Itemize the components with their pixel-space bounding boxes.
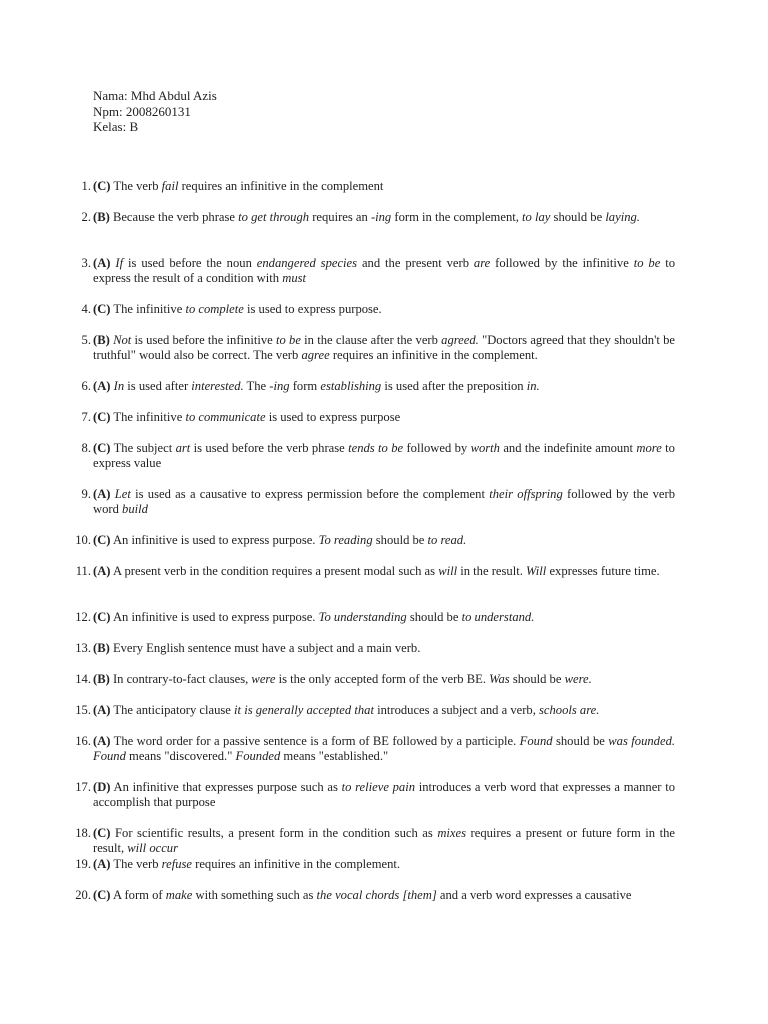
explanation-text: "Doctors agreed that they shouldn't be truthful" would also be correct. The verb	[93, 333, 675, 363]
italic-term: Was	[489, 672, 510, 686]
explanation-text: A form of	[110, 888, 166, 902]
answer-number: 5.	[81, 333, 91, 347]
answer-key: (B)	[93, 210, 110, 224]
explanation-text: and the present verb	[357, 256, 474, 270]
answer-item	[63, 302, 675, 317]
explanation-text: Because the verb phrase	[109, 210, 239, 224]
answer-key: (A)	[93, 256, 111, 270]
answer-key: (A)	[93, 379, 111, 393]
explanation-text: and a verb word expresses a causative	[436, 888, 632, 902]
explanation-text: introduces a subject and a verb,	[373, 703, 539, 717]
explanation-text: should be	[550, 210, 606, 224]
explanation-text: is used after	[124, 379, 192, 393]
italic-term: To reading	[318, 533, 373, 547]
answer-key: (C)	[93, 179, 111, 193]
explanation-text: to express the result of a condition with	[93, 256, 676, 286]
answer-item	[63, 780, 675, 810]
explanation-text: requires an infinitive in the complement	[178, 179, 384, 193]
answer-item	[63, 533, 675, 548]
answer-item	[63, 487, 675, 517]
student-npm: Npm: 2008260131	[93, 103, 191, 119]
italic-term: to relieve pain	[341, 780, 416, 794]
answer-number: 15.	[75, 703, 91, 717]
italic-term: it is generally accepted that	[234, 703, 374, 717]
answer-text	[93, 888, 632, 902]
italic-term: will occur	[127, 841, 179, 856]
explanation-text: is the only accepted form of the verb BE.	[275, 672, 490, 686]
italic-term: worth	[470, 441, 500, 455]
italic-term: Founded	[235, 749, 281, 764]
italic-term: to read.	[427, 533, 467, 547]
answer-number: 10.	[75, 533, 91, 547]
answer-text	[93, 379, 540, 393]
explanation-text: means "established."	[280, 749, 389, 764]
explanation-text: should be	[552, 734, 609, 748]
explanation-text: The -	[243, 379, 274, 393]
answer-number: 2.	[81, 210, 91, 224]
answer-key: (C)	[93, 826, 111, 840]
answer-key: (D)	[93, 780, 111, 794]
answer-number: 13.	[75, 641, 91, 655]
explanation-text: An infinitive is used to express purpose.	[110, 533, 319, 547]
answer-item	[63, 610, 675, 625]
answer-key: (A)	[93, 564, 111, 578]
answer-item	[63, 564, 675, 579]
italic-term: must	[282, 271, 307, 286]
italic-term: interested.	[191, 379, 244, 393]
explanation-text: expresses future time.	[546, 564, 660, 578]
answer-text	[93, 672, 592, 686]
answer-key: (B)	[93, 672, 110, 686]
italic-term: to lay	[522, 210, 551, 224]
answer-text	[93, 703, 599, 717]
explanation-text: form	[289, 379, 321, 393]
answer-item	[63, 379, 675, 394]
answer-key: (C)	[93, 888, 111, 902]
italic-term: are	[473, 256, 491, 270]
answer-item	[63, 857, 675, 872]
answer-number: 1.	[81, 179, 91, 193]
answer-number: 8.	[81, 441, 91, 455]
explanation-text: An infinitive is used to express purpose.	[110, 610, 319, 624]
explanation-text: should be	[372, 533, 428, 547]
explanation-text: Every English sentence must have a subject and a main verb.	[109, 641, 421, 655]
italic-term: endangered species	[256, 256, 358, 270]
answer-text	[93, 641, 420, 655]
explanation-text: with something such as	[192, 888, 317, 902]
answer-text	[93, 256, 675, 285]
answer-text	[93, 734, 675, 763]
answer-number: 4.	[81, 302, 91, 316]
answer-text	[93, 487, 675, 516]
explanation-text: An infinitive that expresses purpose such as	[110, 780, 342, 794]
explanation-text: The verb	[110, 179, 162, 193]
answer-text	[93, 179, 383, 193]
answer-text	[93, 564, 660, 578]
explanation-text: is used before the verb phrase	[190, 441, 349, 455]
answer-item	[63, 734, 675, 764]
answer-text	[93, 210, 640, 224]
italic-term: fail	[161, 179, 179, 193]
italic-term: in.	[526, 379, 540, 393]
answer-item	[63, 333, 675, 363]
italic-term: to be	[633, 256, 661, 270]
italic-term: tends to be	[348, 441, 404, 455]
italic-term: establishing	[320, 379, 382, 393]
italic-term: Found	[519, 734, 553, 748]
italic-term: mixes	[437, 826, 466, 840]
explanation-text: The anticipatory clause	[110, 703, 235, 717]
explanation-text: followed by the verb word	[93, 487, 676, 517]
answer-key: (B)	[93, 333, 110, 347]
explanation-text: is used before the infinitive	[131, 333, 276, 347]
answer-item	[63, 256, 675, 286]
answer-text	[93, 857, 400, 871]
answer-text	[93, 610, 534, 624]
italic-term: to be	[275, 333, 301, 347]
answer-text	[93, 533, 466, 547]
italic-term: schools are.	[539, 703, 600, 717]
explanation-text: The infinitive	[110, 302, 186, 316]
italic-term: art	[175, 441, 191, 455]
answer-item	[63, 703, 675, 718]
answer-number: 14.	[75, 672, 91, 686]
explanation-text: should be	[406, 610, 462, 624]
answer-item	[63, 641, 675, 656]
italic-term: the vocal chords [them]	[316, 888, 437, 902]
answer-text	[93, 410, 400, 424]
answer-key: (C)	[93, 533, 111, 547]
explanation-text: In contrary-to-fact clauses,	[109, 672, 252, 686]
answer-number: 3.	[81, 256, 91, 270]
explanation-text: requires an infinitive in the complement.	[329, 348, 538, 363]
explanation-text: For scientific results, a present form in the condition such as	[110, 826, 438, 840]
explanation-text: in the clause after the verb	[300, 333, 442, 347]
student-class: Kelas: B	[93, 119, 139, 134]
explanation-text: The subject	[110, 441, 176, 455]
answer-key: (A)	[93, 487, 111, 501]
answer-number: 9.	[81, 487, 91, 501]
explanation-text: means "discovered."	[125, 749, 236, 764]
italic-term: agree	[301, 348, 330, 363]
explanation-text: A present verb in the condition requires a present modal such as	[110, 564, 439, 578]
answer-key: (B)	[93, 641, 110, 655]
explanation-text: The infinitive	[110, 410, 186, 424]
answer-number: 11.	[75, 564, 91, 578]
answer-item	[63, 210, 675, 225]
answer-text	[93, 826, 675, 855]
explanation-text: The verb	[110, 857, 162, 871]
italic-term: To understanding	[318, 610, 407, 624]
italic-term: to complete	[185, 302, 244, 316]
answer-number: 7.	[81, 410, 91, 424]
italic-term: agreed.	[441, 333, 479, 347]
explanation-text: is used to express purpose.	[243, 302, 382, 316]
italic-term: will	[438, 564, 458, 578]
answer-item	[63, 179, 675, 194]
italic-term: Will	[526, 564, 547, 578]
explanation-text: requires a present or future form in the result,	[93, 826, 675, 856]
explanation-text: followed by the infinitive	[490, 256, 634, 270]
explanation-text: and the indefinite amount	[499, 441, 637, 455]
explanation-text: is used to express purpose	[265, 410, 401, 424]
italic-term: Not	[113, 333, 132, 347]
student-name: Nama: Mhd Abdul Azis	[93, 88, 217, 103]
answer-number: 18.	[75, 826, 91, 840]
explanation-text: is used as a causative to express permission before the complement	[130, 487, 490, 501]
answer-text	[93, 333, 675, 362]
explanation-text: should be	[509, 672, 565, 686]
italic-term: make	[165, 888, 193, 902]
italic-term: to communicate	[185, 410, 266, 424]
answer-text	[93, 780, 675, 809]
italic-term: ing	[375, 210, 392, 224]
answer-item	[63, 888, 675, 903]
italic-term: refuse	[161, 857, 192, 871]
explanation-text: requires an infinitive in the complement.	[191, 857, 401, 871]
answer-number: 19.	[75, 857, 91, 871]
explanation-text: in the result.	[457, 564, 526, 578]
answer-key: (A)	[93, 857, 111, 871]
italic-term: build	[122, 502, 148, 517]
italic-term: In	[113, 379, 125, 393]
italic-term: to understand.	[461, 610, 535, 624]
answer-number: 20.	[75, 888, 91, 902]
explanation-text: The word order for a passive sentence is a form of BE followed by a participle.	[110, 734, 520, 748]
explanation-text: introduces a verb word that expresses a manner to accomplish that purpose	[93, 780, 675, 810]
answer-key: (C)	[93, 441, 111, 455]
answer-key: (C)	[93, 302, 111, 316]
answer-item	[63, 441, 675, 471]
answer-key: (A)	[93, 734, 111, 748]
explanation-text: to express value	[93, 441, 675, 471]
student-header	[93, 88, 217, 135]
explanation-text: is used after the preposition	[381, 379, 527, 393]
answer-number: 16.	[75, 734, 91, 748]
explanation-text: is used before the noun	[123, 256, 257, 270]
answer-key: (C)	[93, 410, 111, 424]
italic-term: were.	[564, 672, 592, 686]
answer-item	[63, 672, 675, 687]
italic-term: were	[251, 672, 276, 686]
italic-term: to get through	[238, 210, 310, 224]
answer-number: 17.	[75, 780, 91, 794]
italic-term: ing	[273, 379, 290, 393]
italic-term: more	[636, 441, 662, 455]
explanation-text: form in the complement,	[391, 210, 523, 224]
italic-term: If	[115, 256, 124, 270]
answer-text	[93, 302, 382, 316]
answer-item	[63, 410, 675, 425]
italic-term: laying.	[605, 210, 640, 224]
answer-item	[63, 826, 675, 856]
answer-number: 6.	[81, 379, 91, 393]
explanation-text: requires an -	[309, 210, 376, 224]
italic-term: was founded. Found	[93, 734, 676, 764]
answer-text	[93, 441, 675, 470]
answer-number: 12.	[75, 610, 91, 624]
italic-term: Let	[114, 487, 131, 501]
italic-term: their offspring	[489, 487, 563, 501]
explanation-text: followed by	[403, 441, 471, 455]
answer-key: (A)	[93, 703, 111, 717]
answer-key: (C)	[93, 610, 111, 624]
